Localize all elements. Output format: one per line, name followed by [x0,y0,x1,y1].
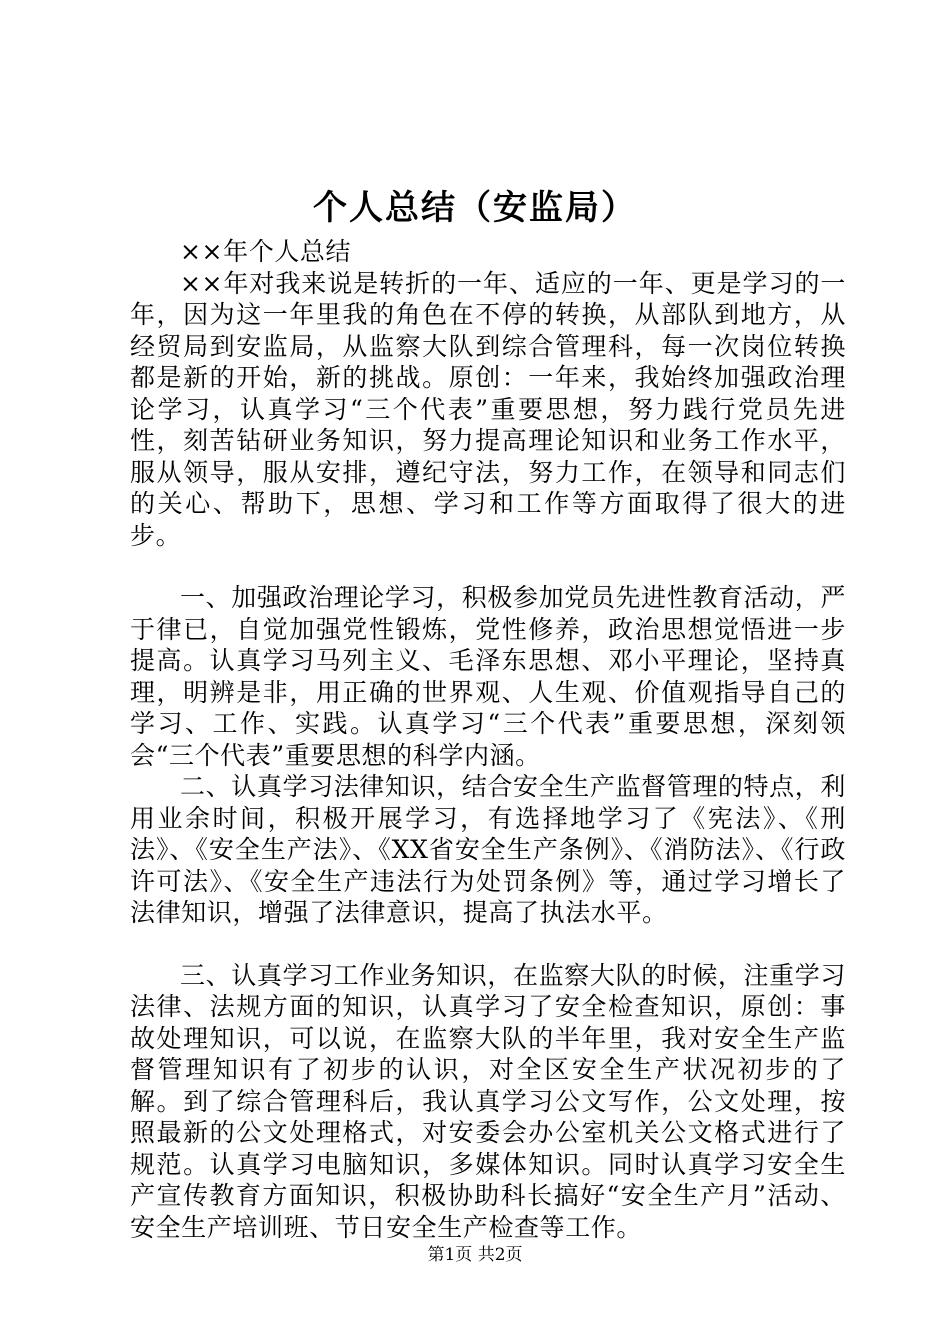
paragraph-section-2: 二、认真学习法律知识，结合安全生产监督管理的特点，利用业余时间，积极开展学习，有选择地学习了《宪法》、《刑法》、《安全生产法》、《XX省安全生产条例》、《消防法》、《行政许可法》、《安全生产违法行为处罚条例》等，通过学习增长了法律知识，增强了法律意识，提高了执法水平。 [130,772,846,927]
paragraph-intro: ××年对我来说是转折的一年、适应的一年、更是学习的一年，因为这一年里我的角色在不停的转换，从部队到地方，从经贸局到安监局，从监察大队到综合管理科，每一次岗位转换都是新的开始，新的挑战。原创：一年来，我始终加强政治理论学习，认真学习“三个代表”重要思想，努力践行党员先进性，刻苦钻研业务知识，努力提高理论知识和业务工作水平，服从领导，服从安排，遵纪守法，努力工作，在领导和同志们的关心、帮助下，思想、学习和工作等方面取得了很大的进步。 [130,268,846,550]
page-footer: 第1页 共2页 [427,1245,523,1265]
paragraph-section-1: 一、加强政治理论学习，积极参加党员先进性教育活动，严于律已，自觉加强党性锻炼，党性修养，政治思想觉悟进一步提高。认真学习马列主义、毛泽东思想、邓小平理论，坚持真理，明辨是非，用正确的世界观、人生观、价值观指导自己的学习、工作、实践。认真学习“三个代表”重要思想，深刻领会“三个代表”重要思想的科学内涵。 [130,583,846,770]
paragraph-heading: ××年个人总结 [180,237,352,266]
document-body [130,236,846,1243]
document-title: 个人总结（安监局） [313,188,637,228]
paragraph-section-3: 三、认真学习工作业务知识，在监察大队的时候，注重学习法律、法规方面的知识，认真学习了安全检查知识，原创：事故处理知识，可以说，在监察大队的半年里，我对安全生产监督管理知识有了初步的认识，对全区安全生产状况初步的了解。到了综合管理科后，我认真学习公文写作，公文处理，按照最新的公文处理格式，对安委会办公室机关公文格式进行了规范。认真学习电脑知识，多媒体知识。同时认真学习安全生产宣传教育方面知识，积极协助科长搞好“安全生产月”活动、安全生产培训班、节日安全生产检查等工作。 [130,960,846,1242]
